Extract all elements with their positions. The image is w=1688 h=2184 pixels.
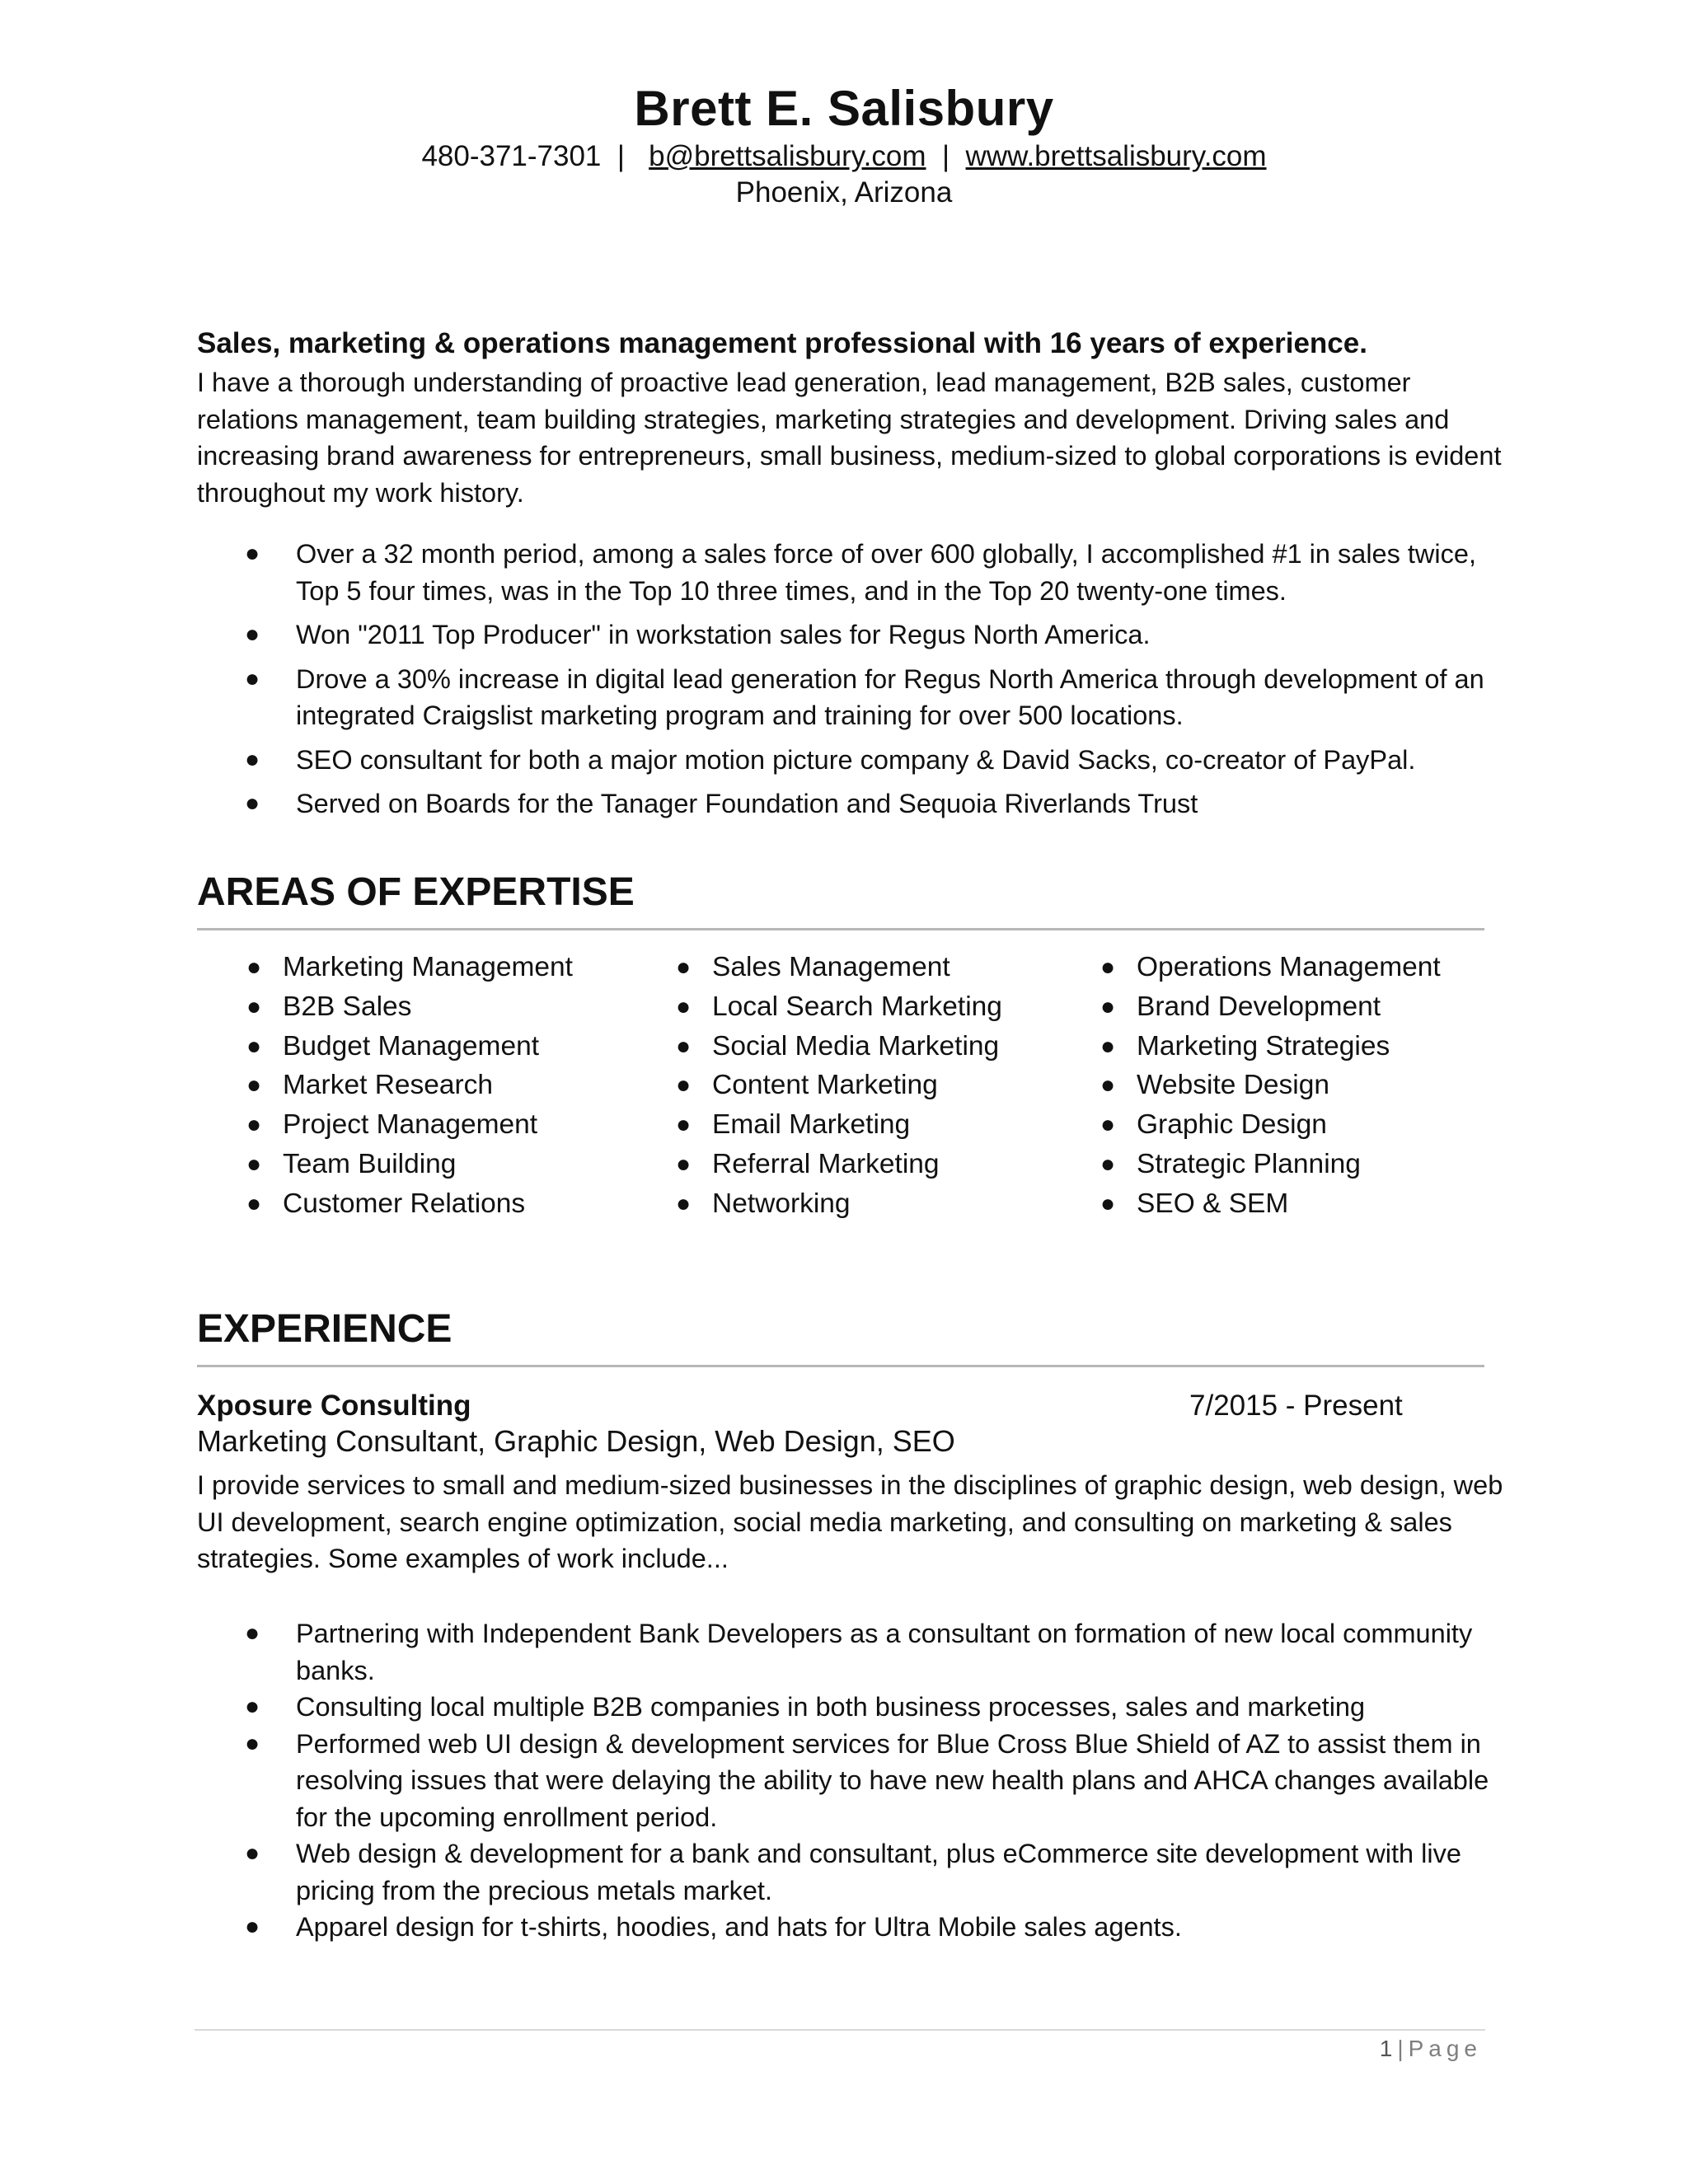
footer-divider bbox=[195, 2029, 1485, 2031]
list-item: ● Email Marketing bbox=[626, 1105, 1002, 1145]
list-item: ● Content Marketing bbox=[626, 1066, 1002, 1105]
page-label: Page bbox=[1408, 2036, 1482, 2061]
list-item: ● Sales Management bbox=[626, 948, 1002, 987]
bullet-icon: ● bbox=[245, 664, 260, 692]
expertise-column-1 bbox=[197, 948, 573, 1224]
bullet-icon: ● bbox=[676, 1111, 692, 1139]
list-item: ● Referral Marketing bbox=[626, 1145, 1002, 1184]
list-item: ● Won "2011 Top Producer" in workstation sales for Regus North America. bbox=[197, 616, 1516, 654]
list-item: ● Operations Management bbox=[1051, 948, 1441, 987]
bullet-icon: ● bbox=[246, 954, 262, 981]
bullet-icon: ● bbox=[1100, 1032, 1116, 1060]
bullet-icon: ● bbox=[245, 1693, 260, 1720]
list-item: ● Consulting local multiple B2B companies in both business processes, sales and marketing bbox=[197, 1689, 1516, 1726]
summary-title: Sales, marketing & operations management professional with 16 years of experience. bbox=[197, 327, 1367, 359]
page-footer bbox=[1380, 2032, 1482, 2065]
list-item: ● SEO consultant for both a major motion picture company & David Sacks, co-creator of PayPal. bbox=[197, 742, 1516, 779]
location: Phoenix, Arizona bbox=[735, 176, 953, 209]
list-item: ● Graphic Design bbox=[1051, 1105, 1441, 1145]
experience-heading: EXPERIENCE bbox=[197, 1305, 1484, 1367]
bullet-icon: ● bbox=[1100, 1150, 1116, 1178]
bullet-icon: ● bbox=[246, 1150, 262, 1178]
bullet-icon: ● bbox=[245, 1619, 260, 1647]
bullet-icon: ● bbox=[1100, 1189, 1116, 1217]
job-bullets-list bbox=[197, 1615, 1516, 1946]
list-item: ● Website Design bbox=[1051, 1066, 1441, 1105]
list-item: ● Performed web UI design & development services for Blue Cross Blue Shield of AZ to assist them in resolving issues that were delaying the ability to have new health plans and AHCA changes available for the upcoming enrollment period. bbox=[197, 1726, 1516, 1836]
bullet-icon: ● bbox=[676, 1071, 692, 1099]
job-description: I provide services to small and medium-sized businesses in the disciplines of graphic design, web design, web UI development, search engine optimization, social media marketing, and consulting on marketing & sales strategies. Some examples of work include... bbox=[197, 1470, 1503, 1573]
page-number: 1 bbox=[1379, 2036, 1398, 2061]
list-item: ● Brand Development bbox=[1051, 987, 1441, 1027]
bullet-icon: ● bbox=[245, 540, 260, 567]
website-link[interactable]: www.brettsalisbury.com bbox=[965, 140, 1267, 172]
bullet-icon: ● bbox=[246, 992, 262, 1020]
list-item: ● Served on Boards for the Tanager Foundation and Sequoia Riverlands Trust bbox=[197, 785, 1516, 823]
job-company: Xposure Consulting bbox=[197, 1390, 471, 1422]
bullet-icon: ● bbox=[245, 745, 260, 773]
bullet-icon: ● bbox=[676, 954, 692, 981]
expertise-column-2 bbox=[626, 948, 1002, 1224]
list-item: ● Team Building bbox=[197, 1145, 573, 1184]
candidate-name: Brett E. Salisbury bbox=[634, 81, 1054, 136]
bullet-icon: ● bbox=[676, 1189, 692, 1217]
resume-header bbox=[0, 79, 1688, 211]
list-item: ● Budget Management bbox=[197, 1027, 573, 1066]
job-dates: 7/2015 - Present bbox=[1189, 1390, 1403, 1422]
list-item: ● Project Management bbox=[197, 1105, 573, 1145]
summary-text: I have a thorough understanding of proactive lead generation, lead management, B2B sales, customer relations management, team building strategies, marketing strategies and development. Driving sales and increasing brand awareness for entrepreneurs, small business, medium-sized to global corporations is evident throughout my work history. bbox=[197, 368, 1502, 508]
list-item: ● SEO & SEM bbox=[1051, 1184, 1441, 1224]
expertise-column-3 bbox=[1051, 948, 1441, 1224]
contact-separator: | bbox=[934, 140, 958, 172]
list-item: ● Partnering with Independent Bank Developers as a consultant on formation of new local community banks. bbox=[197, 1615, 1516, 1689]
list-item: ● Drove a 30% increase in digital lead generation for Regus North America through development of an integrated Craigslist marketing program and training for over 500 locations. bbox=[197, 661, 1516, 734]
job-title: Marketing Consultant, Graphic Design, Web Design, SEO bbox=[197, 1424, 955, 1458]
list-item: ● Marketing Management bbox=[197, 948, 573, 987]
contact-line bbox=[0, 138, 1688, 175]
highlights-list bbox=[197, 536, 1516, 830]
phone-number: 480-371-7301 bbox=[421, 140, 602, 172]
bullet-icon: ● bbox=[1100, 1111, 1116, 1139]
bullet-icon: ● bbox=[245, 1840, 260, 1867]
bullet-icon: ● bbox=[1100, 1071, 1116, 1099]
bullet-icon: ● bbox=[676, 992, 692, 1020]
bullet-icon: ● bbox=[246, 1032, 262, 1060]
bullet-icon: ● bbox=[246, 1189, 262, 1217]
page-separator: | bbox=[1397, 2036, 1409, 2061]
contact-separator: | bbox=[609, 140, 641, 172]
bullet-icon: ● bbox=[245, 1729, 260, 1757]
bullet-icon: ● bbox=[245, 1913, 260, 1940]
email-link[interactable]: b@brettsalisbury.com bbox=[649, 140, 926, 172]
bullet-icon: ● bbox=[676, 1150, 692, 1178]
list-item: ● Social Media Marketing bbox=[626, 1027, 1002, 1066]
bullet-icon: ● bbox=[1100, 992, 1116, 1020]
list-item: ● B2B Sales bbox=[197, 987, 573, 1027]
list-item: ● Networking bbox=[626, 1184, 1002, 1224]
list-item: ● Over a 32 month period, among a sales force of over 600 globally, I accomplished #1 in sales twice, Top 5 four times, was in the Top 10 three times, and in the Top 20 twenty-one times. bbox=[197, 536, 1516, 609]
bullet-icon: ● bbox=[246, 1071, 262, 1099]
bullet-icon: ● bbox=[245, 790, 260, 817]
bullet-icon: ● bbox=[246, 1111, 262, 1139]
expertise-heading: AREAS OF EXPERTISE bbox=[197, 869, 1484, 930]
list-item: ● Apparel design for t-shirts, hoodies, and hats for Ultra Mobile sales agents. bbox=[197, 1909, 1516, 1946]
list-item: ● Local Search Marketing bbox=[626, 987, 1002, 1027]
list-item: ● Strategic Planning bbox=[1051, 1145, 1441, 1184]
list-item: ● Marketing Strategies bbox=[1051, 1027, 1441, 1066]
bullet-icon: ● bbox=[676, 1032, 692, 1060]
bullet-icon: ● bbox=[245, 621, 260, 648]
list-item: ● Web design & development for a bank and consultant, plus eCommerce site development with live pricing from the precious metals market. bbox=[197, 1835, 1516, 1909]
list-item: ● Customer Relations bbox=[197, 1184, 573, 1224]
list-item: ● Market Research bbox=[197, 1066, 573, 1105]
bullet-icon: ● bbox=[1100, 954, 1116, 981]
